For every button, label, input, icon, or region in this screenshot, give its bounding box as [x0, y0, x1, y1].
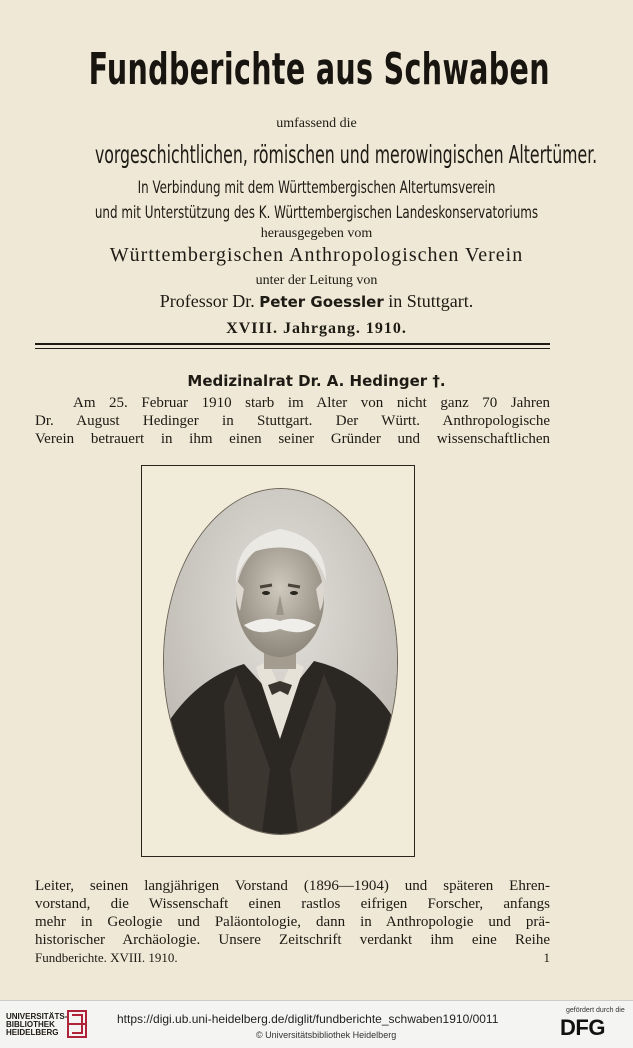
subtitle-verbindung: In Verbindung mit dem Württembergischen Altertumsverein: [137, 178, 496, 198]
editor-line: [0, 291, 633, 312]
library-name[interactable]: [6, 1013, 67, 1037]
subtitle-leitung: unter der Leitung von: [255, 273, 378, 288]
permalink-url[interactable]: https://digi.ub.uni-heidelberg.de/diglit/fundberichte_schwaben1910/0011: [117, 1012, 499, 1026]
volume-line: XVIII. Jahrgang. 1910.: [226, 320, 407, 337]
paragraph-continued: [35, 877, 550, 949]
text-line: Leiter, seinen langjährigen Vorstand (1896—1904) und späteren Ehren-: [35, 878, 550, 894]
subtitle-umfassend: umfassend die: [276, 116, 357, 131]
portrait-image: [164, 489, 397, 834]
library-name-line: HEIDELBERG: [6, 1028, 59, 1037]
editor-prefix: Professor Dr.: [159, 291, 255, 311]
running-head: Fundberichte. XVIII. 1910.: [35, 950, 178, 965]
text-line: historischer Archäologie. Unsere Zeitschrift verdankt ihm eine Reihe: [35, 932, 550, 948]
text-line: Verein betrauert in ihm einen seiner Gründer und wissenschaftlichen: [35, 431, 550, 447]
journal-title: Fundberichte aus Schwaben: [88, 44, 550, 95]
library-logo-icon[interactable]: [66, 1009, 88, 1039]
article-title: Medizinalrat Dr. A. Hedinger †.: [187, 372, 446, 390]
text-line: Am 25. Februar 1910 starb im Alter von nicht ganz 70 Jahren: [73, 395, 550, 411]
text-line: Dr. August Hedinger in Stuttgart. Der Württ. Anthropologische: [35, 413, 550, 429]
copyright-notice: © Universitätsbibliothek Heidelberg: [256, 1030, 397, 1040]
publisher-name: Württembergischen Anthropologischen Verein: [109, 244, 524, 266]
subtitle-subject: vorgeschichtlichen, römischen und merowingischen Altertümer.: [94, 140, 598, 169]
masthead-rule-thin: [35, 348, 550, 349]
subtitle-herausgegeben: herausgegeben vom: [260, 226, 373, 241]
funder-logo[interactable]: DFG: [560, 1015, 605, 1040]
page-number: 1: [543, 950, 550, 965]
paragraph-intro: [35, 394, 550, 448]
library-name-line: BIBLIOTHEK: [6, 1020, 55, 1029]
text-line: vorstand, die Wissenschaft einen rastlos eifrigen Forscher, anfangs: [35, 896, 550, 912]
page-footer: [35, 950, 550, 966]
text-line: mehr in Geologie und Paläontologie, dann in Anthropologie und prä-: [35, 914, 550, 930]
library-name-line: UNIVERSITÄTS-: [6, 1012, 68, 1021]
masthead-rule-thick: [35, 343, 550, 345]
editor-suffix: in Stuttgart.: [388, 291, 474, 311]
viewer-footer-bar: [0, 1000, 633, 1048]
funder-note: gefördert durch die: [566, 1007, 625, 1014]
portrait-photo: [163, 488, 398, 835]
editor-name: Peter Goessler: [259, 293, 384, 311]
subtitle-unterstuetzung: und mit Unterstützung des K. Württembergischen Landeskonservatoriums: [94, 203, 539, 223]
portrait-frame: [141, 465, 415, 857]
